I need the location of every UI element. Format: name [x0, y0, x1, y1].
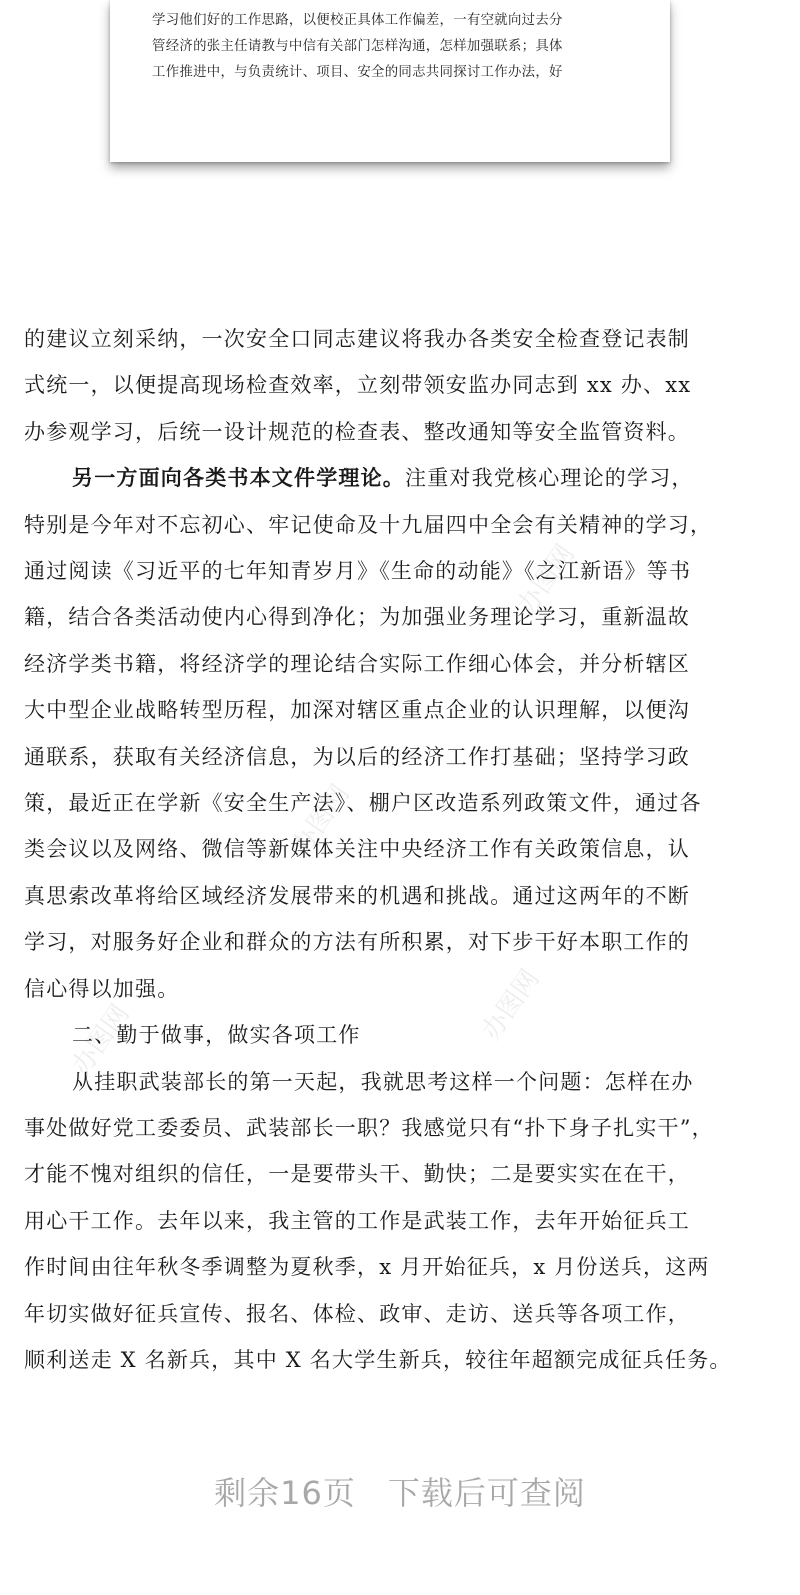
document-body — [24, 316, 776, 1383]
watermark: 办图网 — [286, 779, 356, 861]
body-line: 真思索改革将给区域经济发展带来的机遇和挑战。通过这两年的不断 — [24, 883, 690, 908]
body-line: 类会议以及网络、微信等新媒体关注中央经济工作有关政策信息，认 — [24, 837, 690, 862]
remaining-pages-count: 剩余16页 — [214, 1474, 356, 1512]
bold-lead: 另一方面向各类书本文件学理论。 — [72, 465, 405, 491]
page-preview-card — [110, 0, 670, 162]
body-line: 式统一，以便提高现场检查效率，立刻带领安监办同志到 xx 办、xx — [24, 373, 692, 398]
body-line: 用心干工作。去年以来，我主管的工作是武装工作，去年开始征兵工 — [24, 1208, 690, 1233]
body-line: 学习，对服务好企业和群众的方法有所积累，对下步干好本职工作的 — [24, 930, 690, 955]
watermark: 办图网 — [476, 964, 546, 1046]
body-line: 大中型企业战略转型历程，加深对辖区重点企业的认识理解，以便沟 — [24, 698, 690, 723]
body-line: 通过阅读《习近平的七年知青岁月》《生命的动能》《之江新语》等书 — [24, 559, 692, 584]
section-heading: 二、勤于做事，做实各项工作 — [72, 1023, 361, 1048]
lead-rest: 注重对我党核心理论的学习， — [405, 466, 694, 491]
body-line: 特别是今年对不忘初心、牢记使命及十九届四中全会有关精神的学习， — [24, 512, 713, 537]
body-line: 年切实做好征兵宣传、报名、体检、政审、走访、送兵等各项工作， — [24, 1301, 690, 1326]
preview-line: 工作推进中，与负责统计、项目、安全的同志共同探讨工作办法，好 — [152, 65, 563, 80]
body-line: 事处做好党工委委员、武装部长一职？我感觉只有“扑下身子扎实干”， — [24, 1115, 714, 1140]
body-line: 策，最近正在学新《安全生产法》、棚户区改造系列政策文件，通过各 — [24, 791, 702, 816]
body-line: 通联系，获取有关经济信息，为以后的经济工作打基础；坚持学习政 — [24, 744, 690, 769]
body-line: 作时间由往年秋冬季调整为夏秋季，x 月开始征兵，x 月份送兵，这两 — [24, 1255, 710, 1280]
paragraph-start: 从挂职武装部长的第一天起，我就思考这样一个问题：怎样在办 — [72, 1069, 694, 1094]
download-hint: 下载后可查阅 — [387, 1474, 586, 1512]
body-line: 才能不愧对组织的信任，一是要带头干、勤快；二是要实实在在干， — [24, 1162, 690, 1187]
preview-line: 管经济的张主任请教与中信有关部门怎样沟通，怎样加强联系；具体 — [152, 39, 563, 54]
body-line: 顺利送走 X 名新兵，其中 X 名大学生新兵，较往年超额完成征兵任务。 — [24, 1347, 732, 1372]
body-line: 籍，结合各类活动使内心得到净化；为加强业务理论学习，重新温故 — [24, 605, 690, 630]
watermark: 办图网 — [511, 539, 581, 621]
body-line: 办参观学习，后统一设计规范的检查表、整改通知等安全监管资料。 — [24, 419, 690, 444]
body-line: 经济学类书籍，将经济学的理论结合实际工作细心体会，并分析辖区 — [24, 651, 690, 676]
body-line: 的建议立刻采纳，一次安全口同志建议将我办各类安全检查登记表制 — [24, 327, 690, 351]
paragraph-start — [24, 455, 776, 501]
preview-line: 学习他们好的工作思路，以便校正具体工作偏差，一有空就向过去分 — [152, 13, 563, 28]
body-line: 信心得以加强。 — [24, 976, 180, 1001]
remaining-pages-notice[interactable] — [0, 1468, 800, 1514]
watermark: 办图网 — [66, 999, 136, 1081]
